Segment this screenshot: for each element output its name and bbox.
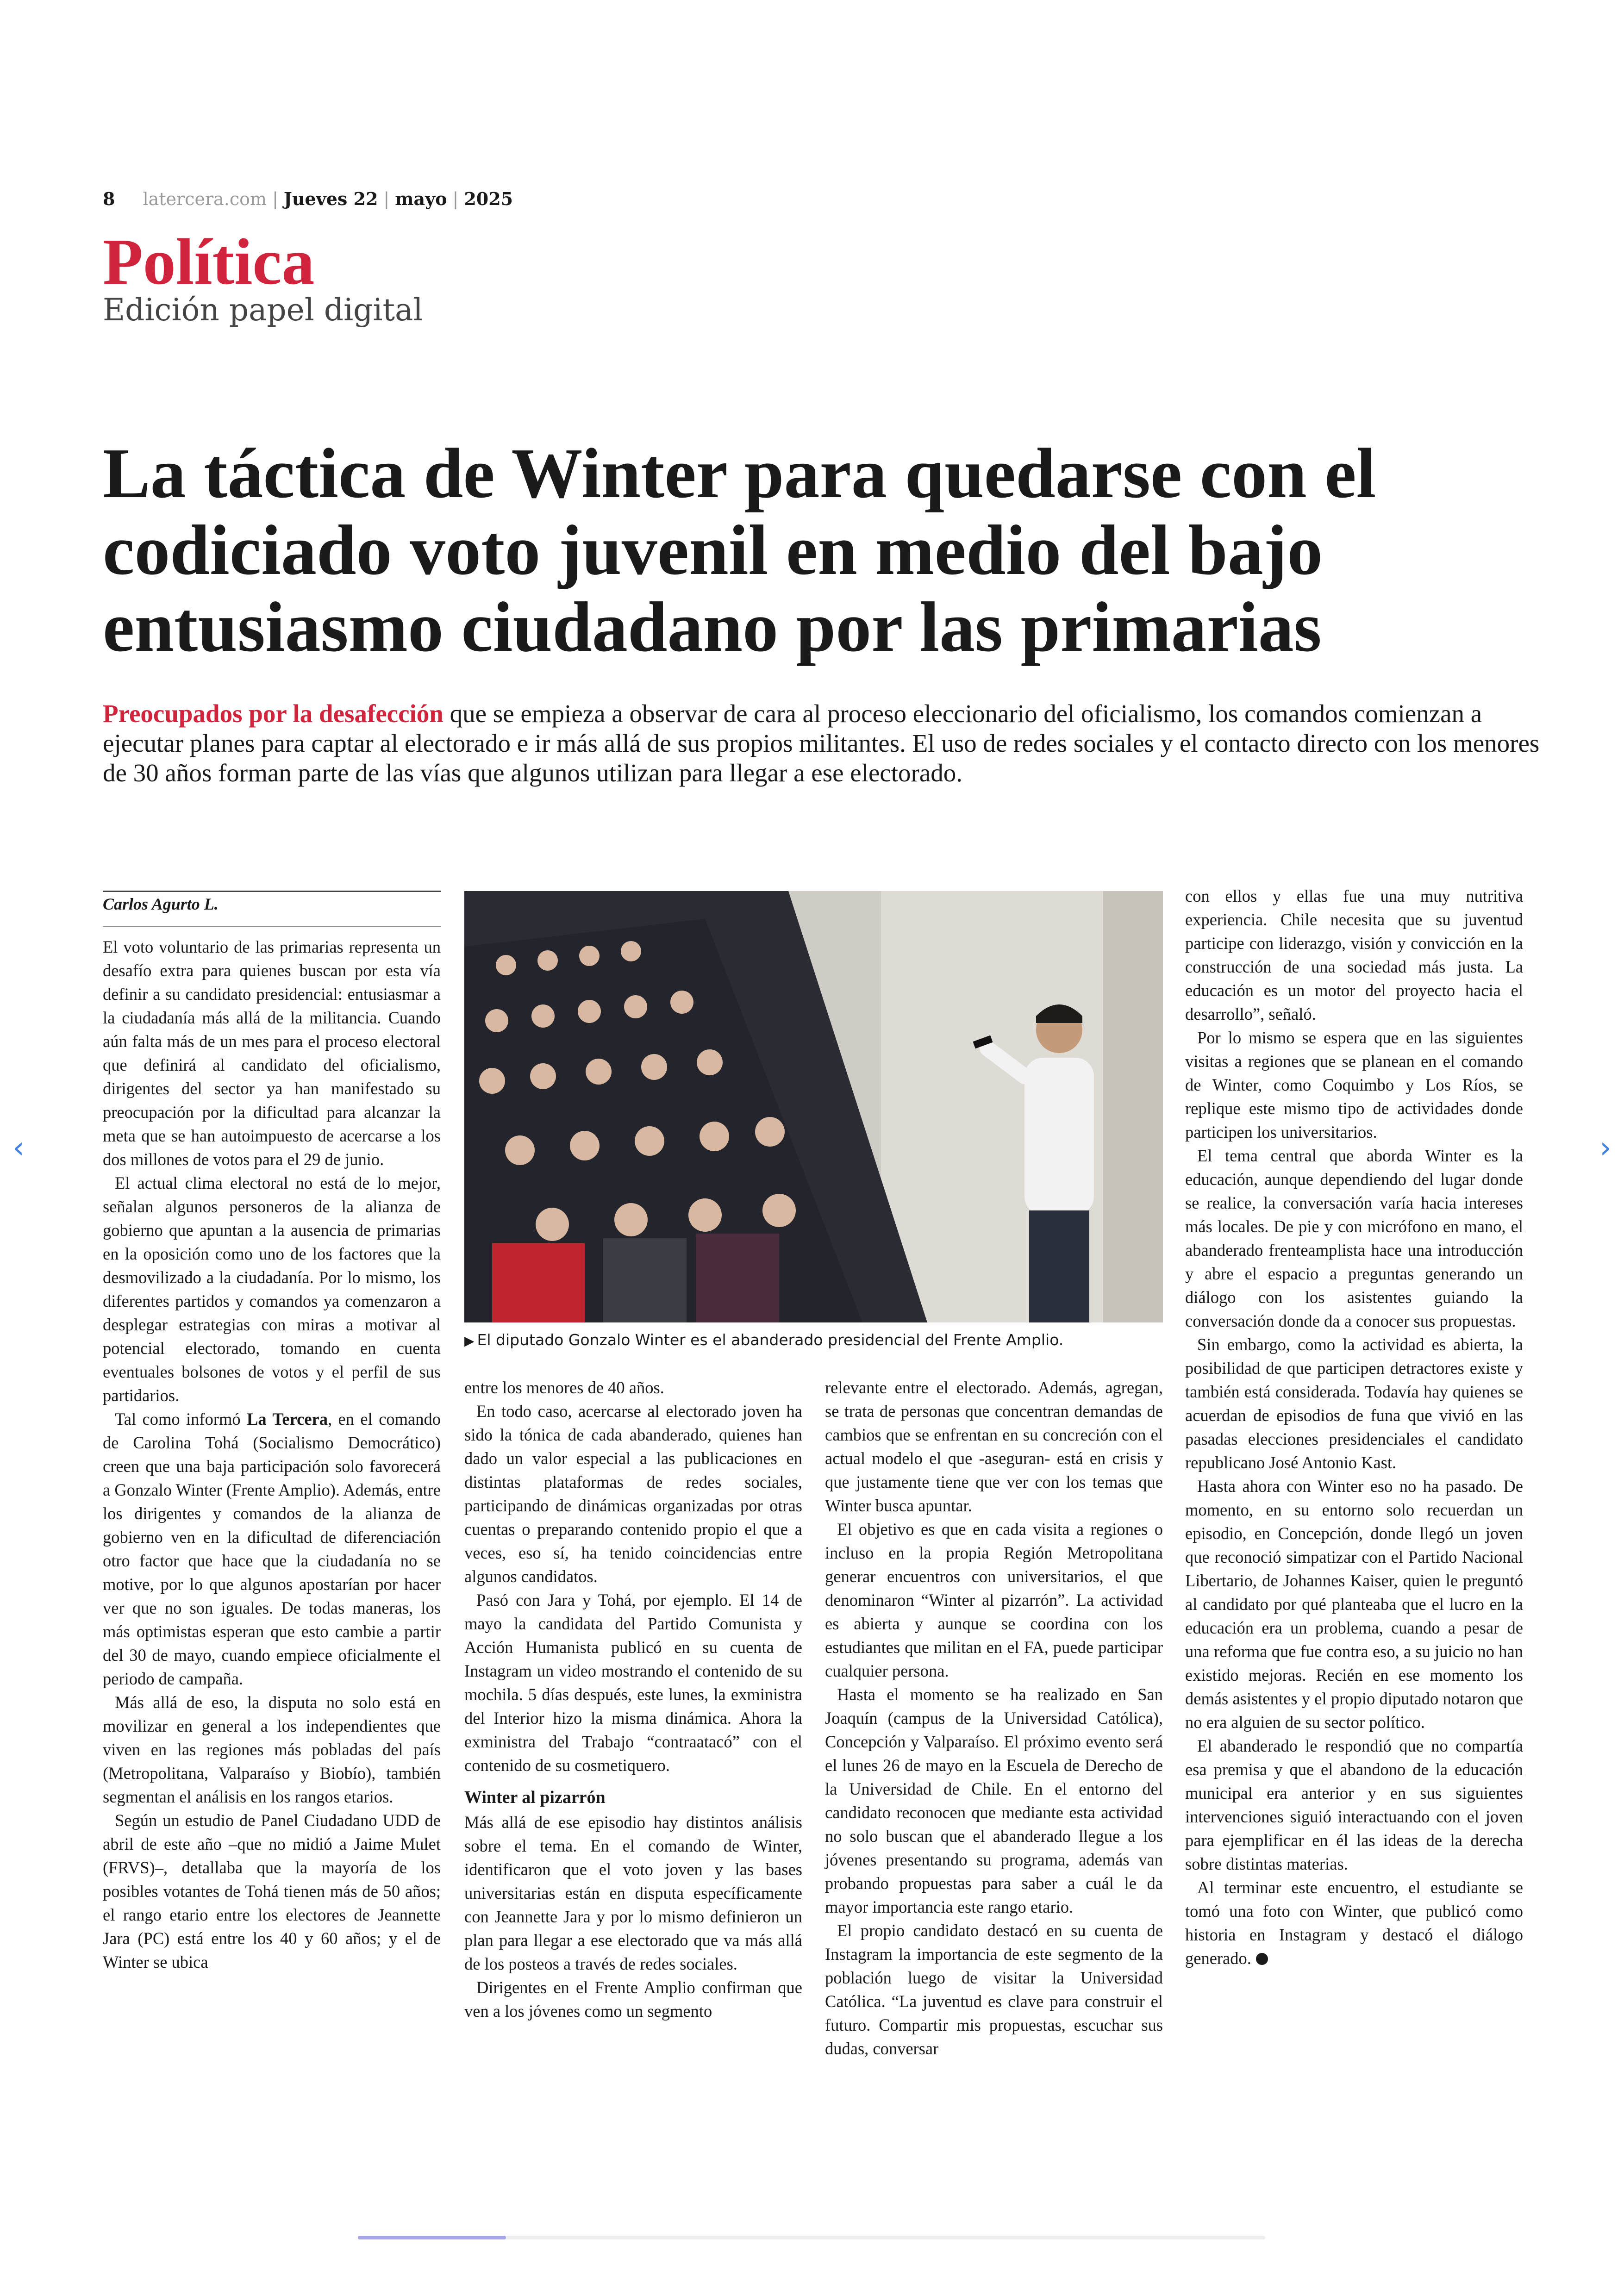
- chevron-right-icon: ›: [1599, 1131, 1612, 1165]
- dek-text: que se empieza a observar de cara al proceso eleccionario del oficialismo, los comandos comienzan a ejecutar planes para captar al electorado e ir más allá de sus propios militantes. El uso de redes sociales y el contacto directo con los menores de 30 años forman parte de las vías que algunos utilizan para llegar a ese electorado.: [103, 699, 1540, 787]
- paragraph: El tema central que aborda Winter es la educación, aunque dependiendo del lugar donde se realice, la conversación varía hacia intereses más locales. De pie y con micrófono en mano, el abanderado frenteamplista hace una introducción y abre el espacio a preguntas generando un diálogo con los asistentes guiando la conversación donde da a conocer sus propuestas.: [1185, 1146, 1523, 1330]
- caption-text: El diputado Gonzalo Winter es el abanderado presidencial del Frente Amplio.: [477, 1331, 1064, 1349]
- divider: |: [383, 189, 390, 209]
- paragraph: relevante entre el electorado. Además, agregan, se trata de personas que concentran demandas de cambios que se enfrentan en su concreción con el actual modelo el que -aseguran- está en crisis y que justamente tiene que ver con los temas que Winter busca apuntar.: [825, 1378, 1163, 1515]
- scrollbar-thumb[interactable]: [358, 2236, 506, 2239]
- paragraph: Por lo mismo se espera que en las siguientes visitas a regiones que se planean en el comando de Winter, como Coquimbo y Los Ríos, se replique este mismo tipo de actividades donde participen los universitarios.: [1185, 1028, 1523, 1141]
- page-number: 8: [103, 188, 115, 209]
- paragraph: Hasta ahora con Winter eso no ha pasado. De momento, en su entorno solo recuerdan un episodio, en Concepción, donde llegó un joven que reconoció simpatizar con el Partido Nacional Libertario, de Johannes Kaiser, quien le preguntó al candidato por qué planteaba que el lucro en la educación era un problema, cuando a pesar de una reforma que fue contra eso, a su juicio no han existido mejoras. Recién en ese momento los demás asistentes y el propio diputado notaron que no era alguien de su sector político.: [1185, 1477, 1523, 1732]
- page-scrollbar[interactable]: [358, 2236, 1265, 2239]
- next-page-button[interactable]: [1592, 1129, 1619, 1166]
- section-subtitle: Edición papel digital: [103, 292, 423, 328]
- article-column-4: [1185, 884, 1523, 1970]
- subheading: Winter al pizarrón: [464, 1788, 606, 1807]
- issue-date: Jueves 22: [283, 188, 378, 209]
- paragraph: [103, 1407, 441, 1690]
- byline: Carlos Agurto L.: [103, 895, 219, 913]
- paragraph: Según un estudio de Panel Ciudadano UDD de abril de este año –que no midió a Jaime Mulet (FRVS)–, detallaba que la mayoría de los posibles votantes de Tohá tienen más de 50 años; el rango etario entre los electores de Jeannette Jara (PC) está entre los 40 y 60 años; y el de Winter se ubica: [103, 1811, 441, 1971]
- paragraph: El abanderado le respondió que no compartía esa premisa y que el abandono de la educación municipal era anterior y en sus siguientes intervenciones siguió interactuando con el joven para ejemplificar en él las ideas de la derecha sobre distintas materias.: [1185, 1736, 1523, 1873]
- prev-page-button[interactable]: [5, 1129, 32, 1166]
- paragraph-text: Al terminar este encuentro, el estudiante se tomó una foto con Winter, que publicó como historia en Instagram y destacó el diálogo generado.: [1185, 1878, 1523, 1968]
- paragraph: El propio candidato destacó en su cuenta de Instagram la importancia de este segmento de la población luego de visitar la Universidad Católica. “La juventud es clave para construir el futuro. Compartir mis propuestas, escuchar sus dudas, conversar: [825, 1921, 1163, 2058]
- paragraph: Hasta el momento se ha realizado en San Joaquín (campus de la Universidad Católica), Concepción y Valparaíso. El próximo evento será el lunes 26 de mayo en la Escuela de Derecho de la Universidad de Chile. En el entorno del candidato reconocen que mediante esta actividad no solo buscan que el abanderado llegue a los jóvenes presentando su programa, además van probando propuestas para saber a cuál le da mayor importancia este rango etario.: [825, 1685, 1163, 1916]
- paragraph: Más allá de eso, la disputa no solo está en movilizar en general a los independientes que viven en las regiones más pobladas del país (Metropolitana, Valparaíso y Biobío), también segmentan el análisis en los rangos etarios.: [103, 1693, 441, 1806]
- photo-illustration: [464, 891, 1163, 1322]
- divider: |: [272, 189, 278, 209]
- paragraph: En todo caso, acercarse al electorado joven ha sido la tónica de cada abanderado, quienes han dado un valor especial a las publicaciones en distintas plataformas de redes sociales, participando de dinámicas organizadas por otras cuentas o preparando contenido propio el que a veces, eso sí, ha tenido coincidencias entre algunos candidatos.: [464, 1402, 802, 1586]
- article-column-1: [103, 935, 441, 1974]
- paragraph-text: , en el comando de Carolina Tohá (Socialismo Democrático) creen que una baja participación solo favorecerá a Gonzalo Winter (Frente Amplio). Además, entre los dirigentes y comandos de la alianza de gobierno ven en la dificultad de diferenciación otro factor que hace que la ciudadanía no se motive, por lo que algunos apostarían por hacer ver que no son iguales. De todas maneras, los más optimistas esperan que esto cambie a partir del 30 de mayo, cuando empiece oficialmente el periodo de campaña.: [103, 1409, 441, 1688]
- divider: |: [452, 189, 459, 209]
- site-name: latercera.com: [143, 189, 267, 209]
- caption-arrow-icon: ▶: [464, 1333, 475, 1348]
- article-dek: [103, 699, 1547, 788]
- article-headline: La táctica de Winter para quedarse con el codiciado voto juvenil en medio del bajo entusiasmo ciudadano por las primarias: [103, 434, 1376, 667]
- brand-name: La Tercera: [247, 1409, 328, 1428]
- paragraph-text: Tal como informó: [115, 1409, 247, 1428]
- divider: [103, 891, 441, 892]
- article-photo: [464, 891, 1163, 1322]
- chevron-left-icon: ‹: [12, 1131, 25, 1165]
- end-mark-icon: [1256, 1953, 1268, 1965]
- article-column-3: [825, 1376, 1163, 2060]
- paragraph: Dirigentes en el Frente Amplio confirman que ven a los jóvenes como un segmento: [464, 1978, 802, 2021]
- paragraph: Sin embargo, como la actividad es abierta, la posibilidad de que participen detractores existe y también está considerada. Todavía hay quienes se acuerdan de episodios de funa que vivió en las pasadas elecciones presidenciales el candidato republicano José Antonio Kast.: [1185, 1335, 1523, 1472]
- paragraph: El voto voluntario de las primarias representa un desafío extra para quienes buscan por esta vía definir a su candidato presidencial: entusiasmar a la ciudadanía más allá de la militancia. Cuando aún falta más de un mes para el proceso electoral que definirá al candidato del oficialismo, dirigentes del sector ya han manifestado su preocupación por la dificultad para alcanzar la meta que se han autoimpuesto de acercarse a los dos millones de votos para el 29 de junio.: [103, 937, 441, 1169]
- section-title: Política: [103, 225, 315, 298]
- paragraph: El actual clima electoral no está de lo mejor, señalan algunos personeros de la alianza de gobierno que apuntan a la ausencia de primarias en la oposición como uno de los factores que la desmovilizado a la ciudadanía. Por lo mismo, los diferentes partidos y comandos ya comenzaron a desplegar estrategias con miras a motivar al potencial electorado, tomando en cuenta eventuales bolsones de votos y el perfil de sus partidarios.: [103, 1173, 441, 1405]
- issue-year: 2025: [464, 188, 513, 209]
- paragraph: Más allá de ese episodio hay distintos análisis sobre el tema. En el comando de Winter, identificaron que el voto joven y las bases universitarias están en disputa específicamente con Jeannette Jara y por lo mismo definieron un plan para llegar a ese electorado que va más allá de los posteos a través de redes sociales.: [464, 1813, 802, 1973]
- issue-month: mayo: [395, 188, 447, 209]
- dek-lead: Preocupados por la desafección: [103, 699, 443, 728]
- article-column-2: [464, 1376, 802, 2023]
- photo-caption: [464, 1329, 1163, 1352]
- paragraph: El objetivo es que en cada visita a regiones o incluso en la propia Región Metropolitana generar encuentros con universitarios, el que denominaron “Winter al pizarrón”. La actividad es abierta y aunque se coordina con los estudiantes que militan en el FA, puede participar cualquier persona.: [825, 1520, 1163, 1680]
- paragraph: entre los menores de 40 años.: [464, 1378, 664, 1397]
- paragraph: con ellos y ellas fue una muy nutritiva experiencia. Chile necesita que su juventud participe con liderazgo, visión y convicción en la construcción de una sociedad más justa. La educación es un motor del proyecto hacia el desarrollo”, señaló.: [1185, 886, 1523, 1023]
- divider: [103, 926, 441, 927]
- paragraph: Pasó con Jara y Tohá, por ejemplo. El 14 de mayo la candidata del Partido Comunista y Acción Humanista publicó en su cuenta de Instagram un video mostrando el contenido de su mochila. 5 días después, este lunes, la exministra del Interior hizo la misma dinámica. Ahora la exministra del Trabajo “contraatacó” con el contenido de su cosmetiquero.: [464, 1590, 802, 1775]
- paragraph: [1185, 1876, 1523, 1970]
- folio: [103, 185, 513, 213]
